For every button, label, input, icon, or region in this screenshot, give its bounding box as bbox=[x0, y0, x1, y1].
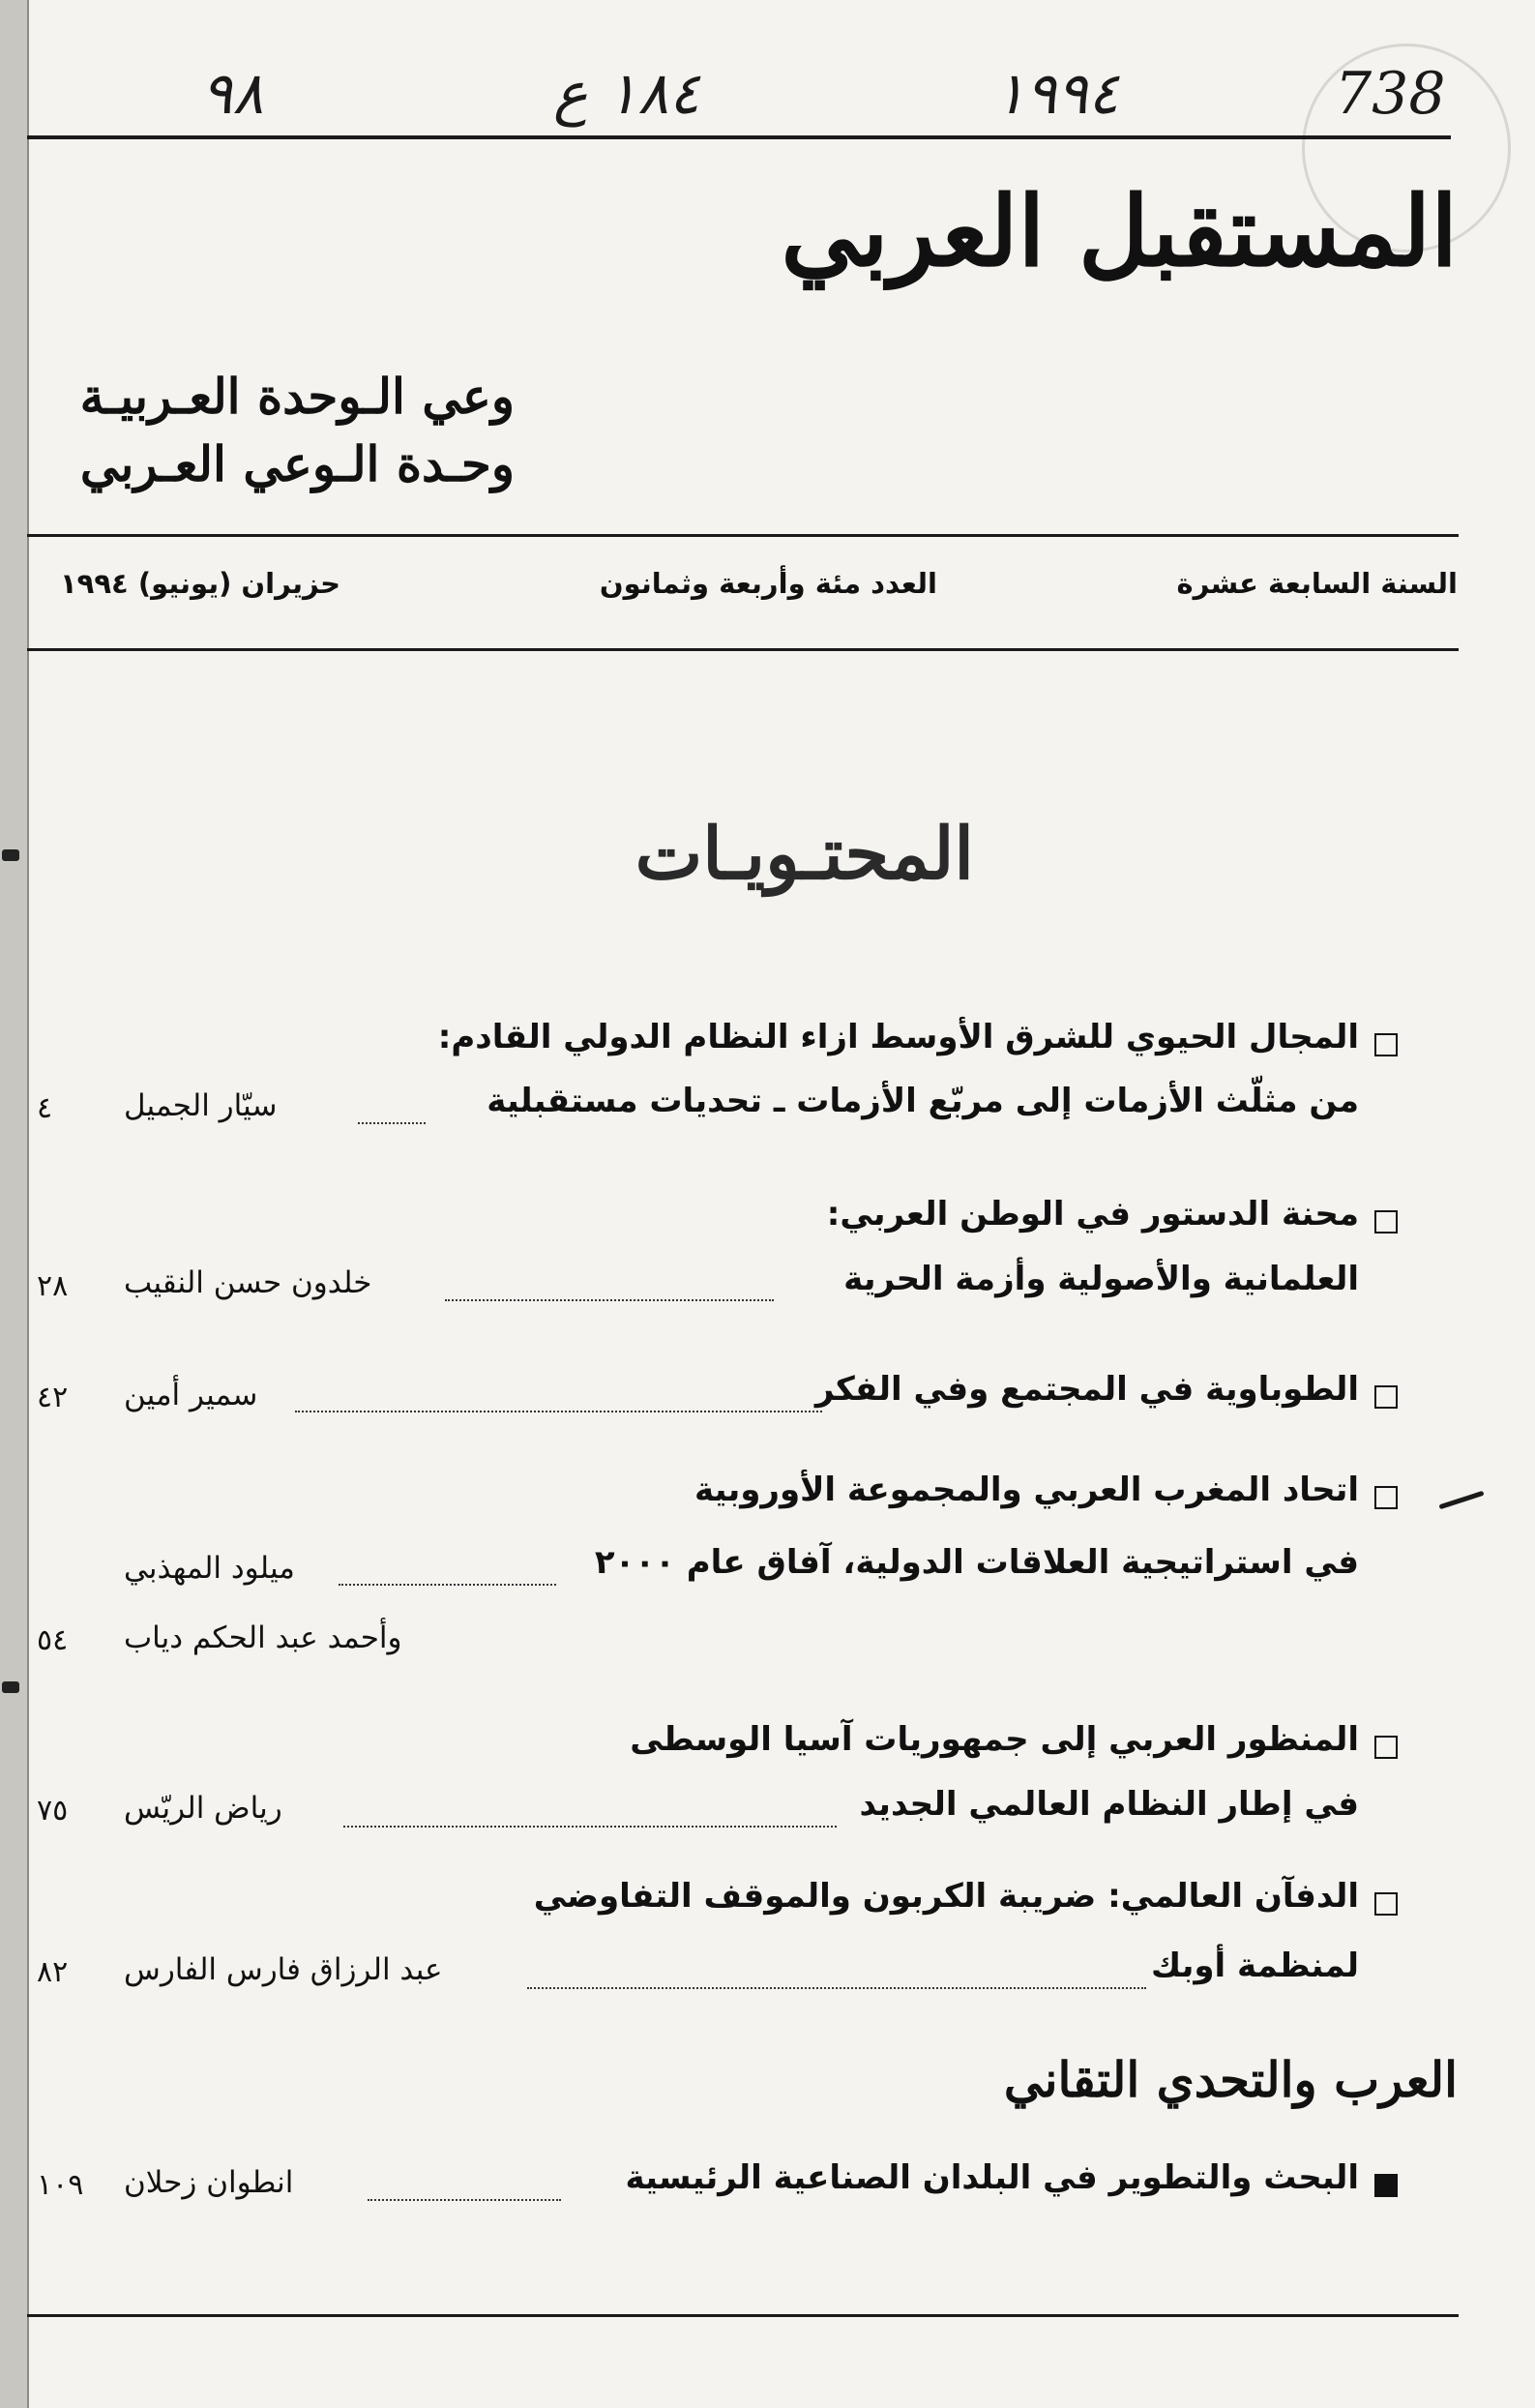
entry-subtitle: في استراتيجية العلاقات الدولية، آفاق عام ٢٠٠٠ bbox=[594, 1543, 1359, 1582]
entry-page: ٤٢ bbox=[37, 1381, 69, 1414]
leader-dots bbox=[295, 1411, 822, 1412]
handwritten-note: 738 bbox=[1335, 60, 1446, 128]
slogan-line-1: وعي الـوحدة العـربيـة bbox=[79, 368, 515, 425]
entry-page: ٧٥ bbox=[37, 1794, 69, 1828]
entry-author: انطوان زحلان bbox=[124, 2165, 294, 2200]
entry-author: عبد الرزاق فارس الفارس bbox=[124, 1952, 443, 1987]
entry-checkbox bbox=[1374, 1486, 1398, 1509]
top-rule bbox=[27, 135, 1451, 139]
entry-title: المجال الحيوي للشرق الأوسط ازاء النظام الدولي القادم: bbox=[437, 1018, 1359, 1056]
entry-page: ٥٤ bbox=[37, 1623, 69, 1657]
leader-dots bbox=[368, 2199, 561, 2201]
section-bullet bbox=[1374, 2174, 1398, 2197]
leader-dots bbox=[343, 1826, 837, 1828]
pen-mark bbox=[1438, 1491, 1484, 1510]
entry-page: ٤ bbox=[37, 1091, 53, 1125]
entry-subtitle: في إطار النظام العالمي الجديد bbox=[859, 1785, 1359, 1824]
slogan-line-2: وحـدة الـوعي العـربي bbox=[79, 435, 515, 492]
leader-dots bbox=[339, 1584, 556, 1586]
binding-hole bbox=[2, 849, 19, 861]
entry-author: خلدون حسن النقيب bbox=[124, 1265, 372, 1300]
bottom-rule bbox=[27, 2314, 1459, 2317]
binding-strip bbox=[0, 0, 29, 2408]
leader-dots bbox=[358, 1122, 426, 1124]
entry-page: ٨٢ bbox=[37, 1955, 69, 1989]
issue-date: حزيران (يونيو) ١٩٩٤ bbox=[59, 567, 340, 600]
leader-dots bbox=[527, 1987, 1146, 1989]
entry-subtitle: العلمانية والأصولية وأزمة الحرية bbox=[843, 1260, 1359, 1298]
entry-title: محنة الدستور في الوطن العربي: bbox=[826, 1195, 1359, 1234]
handwritten-note: ١٩٩٤ bbox=[994, 60, 1119, 128]
journal-logo: المستقبل العربي bbox=[781, 174, 1458, 288]
handwritten-note: ٩٨ bbox=[201, 60, 264, 128]
entry-page: ١٠٩ bbox=[37, 2168, 84, 2202]
entry-title: اتحاد المغرب العربي والمجموعة الأوروبية bbox=[694, 1471, 1359, 1509]
contents-title: المحتـويـات bbox=[635, 813, 974, 896]
entry-subtitle: من مثلّث الأزمات إلى مربّع الأزمات ـ تحديات مستقبلية bbox=[487, 1082, 1359, 1120]
issue-rule-bottom bbox=[27, 648, 1459, 651]
entry-checkbox bbox=[1374, 1892, 1398, 1916]
entry-subtitle: لمنظمة أوبك bbox=[1150, 1947, 1359, 1985]
entry-title: المنظور العربي إلى جمهوريات آسيا الوسطى bbox=[630, 1720, 1359, 1759]
leader-dots bbox=[445, 1299, 774, 1301]
entry-author: سمير أمين bbox=[124, 1378, 258, 1412]
entry-author: سيّار الجميل bbox=[124, 1088, 278, 1123]
issue-number: العدد مئة وأربعة وثمانون bbox=[599, 567, 937, 600]
entry-title: البحث والتطوير في البلدان الصناعية الرئيسية bbox=[625, 2158, 1359, 2197]
entry-author: رياض الريّس bbox=[124, 1791, 282, 1826]
entry-checkbox bbox=[1374, 1033, 1398, 1056]
entry-page: ٢٨ bbox=[37, 1269, 69, 1303]
entry-author: ميلود المهذبي bbox=[124, 1551, 295, 1586]
entry-checkbox bbox=[1374, 1736, 1398, 1759]
entry-author-2: وأحمد عبد الحكم دياب bbox=[124, 1620, 402, 1655]
handwritten-note: ١٨٤ ع bbox=[553, 60, 700, 128]
issue-year: السنة السابعة عشرة bbox=[1176, 567, 1458, 600]
entry-checkbox bbox=[1374, 1210, 1398, 1234]
entry-title: الدفآن العالمي: ضريبة الكربون والموقف التفاوضي bbox=[533, 1877, 1359, 1916]
issue-rule-top bbox=[27, 534, 1459, 537]
binding-hole bbox=[2, 1681, 19, 1693]
section-heading: العرب والتحدي التقاني bbox=[1003, 2051, 1458, 2108]
entry-title: الطوباوية في المجتمع وفي الفكر bbox=[814, 1370, 1359, 1409]
entry-checkbox bbox=[1374, 1385, 1398, 1409]
